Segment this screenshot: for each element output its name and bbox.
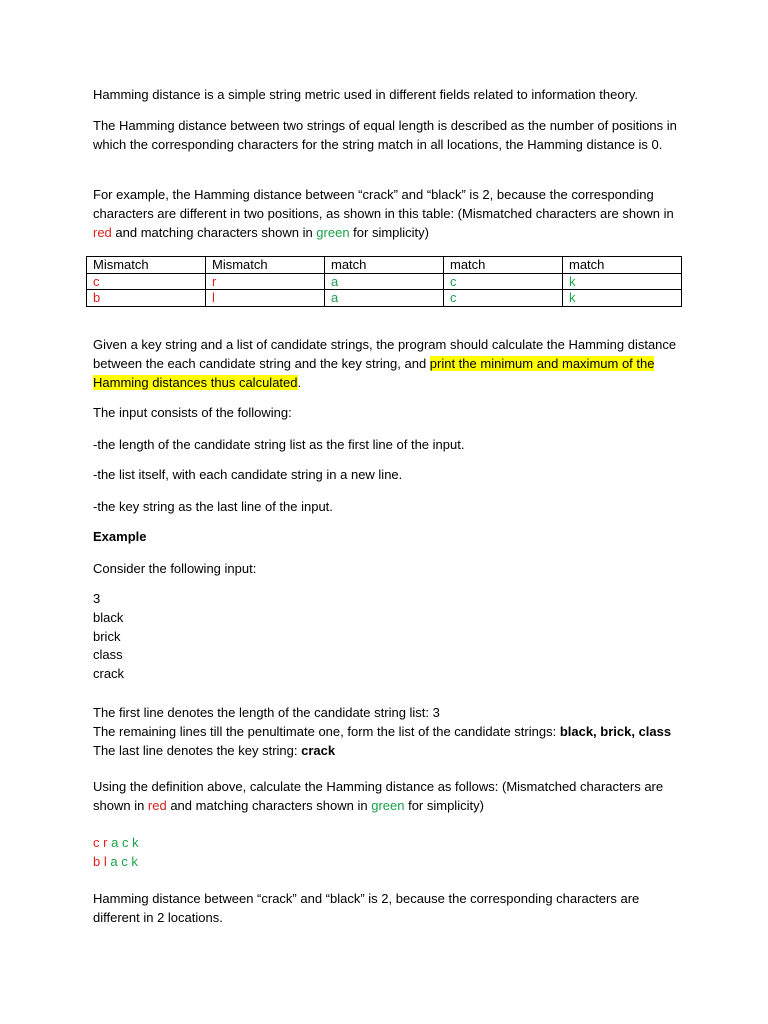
letter: k bbox=[132, 835, 139, 850]
table-cell: r bbox=[206, 273, 325, 290]
explanation-line: The first line denotes the length of the candidate string list: 3 bbox=[93, 705, 440, 720]
table-header-cell: match bbox=[563, 257, 682, 274]
example-intro-paragraph bbox=[93, 186, 678, 242]
task-paragraph bbox=[93, 336, 678, 392]
sample-input-block bbox=[93, 590, 678, 684]
task-text-end: . bbox=[297, 374, 302, 390]
explanation-line bbox=[93, 723, 678, 742]
input-item: -the length of the candidate string list as the first line of the input. bbox=[93, 437, 465, 452]
table-row bbox=[87, 273, 682, 290]
calc-intro-text-2: and matching characters shown in bbox=[166, 797, 372, 813]
comparison-table bbox=[86, 256, 682, 307]
table-cell: c bbox=[444, 273, 563, 290]
example-heading bbox=[93, 528, 678, 547]
table-cell: c bbox=[87, 273, 206, 290]
table-cell: b bbox=[87, 290, 206, 307]
letter: a bbox=[111, 835, 119, 850]
table-header-cell: match bbox=[444, 257, 563, 274]
sample-input-line: 3 bbox=[93, 591, 101, 606]
word-crack bbox=[93, 834, 678, 853]
table-header-cell: Mismatch bbox=[206, 257, 325, 274]
letter: a bbox=[110, 853, 118, 869]
explanation-text: The remaining lines till the penultimate one, form the list of the candidate strings: bbox=[93, 723, 560, 739]
table-cell: k bbox=[563, 290, 682, 307]
red-word: red bbox=[93, 224, 112, 240]
sample-input-line: brick bbox=[93, 628, 121, 644]
green-word: green bbox=[316, 224, 350, 240]
consider-text: Consider the following input: bbox=[93, 561, 257, 576]
example-heading-text: Example bbox=[93, 529, 147, 544]
input-heading: The input consists of the following: bbox=[93, 405, 292, 420]
definition-paragraph: The Hamming distance between two strings of equal length is described as the number of positions in which the corresponding characters for the string match in all locations, the Hamming distance is 0. bbox=[93, 118, 677, 152]
key-string-bold: crack bbox=[301, 742, 336, 758]
letter: c bbox=[121, 853, 128, 869]
table-cell: l bbox=[206, 290, 325, 307]
explanation-block bbox=[93, 704, 678, 760]
example-intro-text-3: for simplicity) bbox=[349, 224, 429, 240]
comparison-letters bbox=[93, 834, 678, 872]
word-black bbox=[93, 853, 678, 872]
sample-input-line: crack bbox=[93, 666, 125, 682]
conclusion-paragraph: Hamming distance between “crack” and “black” is 2, because the corresponding characters are different in 2 locations. bbox=[93, 891, 640, 925]
candidate-list-bold: black, brick, class bbox=[559, 723, 672, 739]
table-cell: c bbox=[444, 290, 563, 307]
explanation-line bbox=[93, 742, 678, 761]
example-intro-text-2: and matching characters shown in bbox=[111, 224, 317, 240]
example-intro-text: For example, the Hamming distance between “crack” and “black” is 2, because the corresponding characters are different in two positions, as shown in this table: (Mismatched characters are shown in bbox=[93, 187, 674, 221]
input-item: -the list itself, with each candidate string in a new line. bbox=[93, 467, 403, 482]
letter: c bbox=[93, 835, 100, 850]
table-header-cell: match bbox=[325, 257, 444, 274]
letter: b bbox=[93, 853, 101, 869]
table-cell: a bbox=[325, 290, 444, 307]
input-item: -the key string as the last line of the input. bbox=[93, 499, 333, 514]
intro-paragraph: Hamming distance is a simple string metric used in different fields related to information theory. bbox=[93, 87, 639, 102]
calc-intro-paragraph bbox=[93, 778, 678, 816]
calc-intro-text-3: for simplicity) bbox=[404, 797, 484, 813]
explanation-text: The last line denotes the key string: bbox=[93, 742, 302, 758]
calc-intro-text: Using the definition above, calculate the Hamming distance as follows: (Mismatched characters are shown in bbox=[93, 779, 664, 813]
green-word: green bbox=[371, 797, 405, 813]
task-text: Given a key string and a list of candidate strings, the program should calculate the Hamming distance between the each candidate string and the key string, and bbox=[93, 337, 677, 371]
letter: c bbox=[121, 835, 129, 850]
table-header-row bbox=[87, 257, 682, 274]
red-word: red bbox=[147, 797, 167, 813]
letter: l bbox=[103, 853, 107, 869]
table-cell: a bbox=[325, 273, 444, 290]
table-row bbox=[87, 290, 682, 307]
sample-input-line: black bbox=[93, 609, 124, 625]
table-cell: k bbox=[563, 273, 682, 290]
sample-input-line: class bbox=[93, 647, 123, 663]
table-header-cell: Mismatch bbox=[87, 257, 206, 274]
highlighted-text: print the minimum and maximum of the Hamming distances thus calculated bbox=[93, 355, 655, 390]
letter: r bbox=[103, 835, 108, 850]
letter: k bbox=[131, 853, 138, 869]
